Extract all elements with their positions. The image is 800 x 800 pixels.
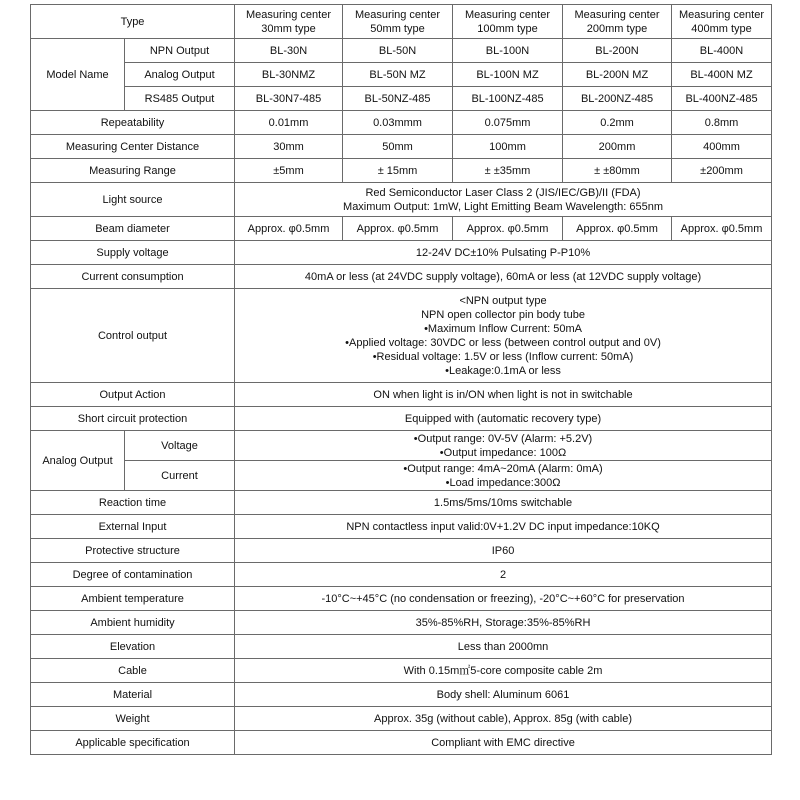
column-header: Measuring center 100mm type [453,5,563,39]
value-cell: 0.2mm [563,111,672,135]
value-cell: ± ±35mm [453,159,563,183]
ambient-humidity-row [31,611,772,635]
row-label: Repeatability [31,111,235,135]
row-label: Measuring Range [31,159,235,183]
row-label: Supply voltage [31,241,235,265]
value-cell: -10°C~+45°C (no condensation or freezing), -20°C~+60°C for preservation [235,587,772,611]
weight-row [31,707,772,731]
value-cell: 50mm [343,135,453,159]
type-label: Type [31,5,235,39]
value-cell: Approx. φ0.5mm [235,217,343,241]
model-row-npn [31,39,772,63]
row-label: Material [31,683,235,707]
column-header: Measuring center 30mm type [235,5,343,39]
model-cell: BL-100NZ-485 [453,87,563,111]
value-cell: ±5mm [235,159,343,183]
row-label: Light source [31,183,235,217]
model-cell: BL-100N MZ [453,63,563,87]
model-cell: BL-30NMZ [235,63,343,87]
row-label: Weight [31,707,235,731]
analog-voltage-row [31,431,772,461]
repeatability-row [31,111,772,135]
analog-sublabel: Voltage [125,431,235,461]
value-cell: 1.5ms/5ms/10ms switchable [235,491,772,515]
control-output-value: <NPN output type NPN open collector pin body tube •Maximum Inflow Current: 50mA •Applied voltage: 30VDC or less (between control output and 0V) •Residual voltage: 1.5V or less (Inflow current: 50mA) •Leakage:0.1mA or less [235,289,772,383]
model-cell: BL-200N [563,39,672,63]
row-label: Output Action [31,383,235,407]
row-label: Short circuit protection [31,407,235,431]
contamination-row [31,563,772,587]
model-cell: BL-50N MZ [343,63,453,87]
value-cell: Approx. φ0.5mm [343,217,453,241]
value-cell: Approx. φ0.5mm [453,217,563,241]
value-cell: 0.03mmm [343,111,453,135]
row-label: Ambient temperature [31,587,235,611]
ambient-temperature-row [31,587,772,611]
value-cell: 2 [235,563,772,587]
light-source-row [31,183,772,217]
row-label: Beam diameter [31,217,235,241]
column-header: Measuring center 400mm type [672,5,772,39]
analog-current-value: •Output range: 4mA~20mA (Alarm: 0mA) •Load impedance:300Ω [235,461,772,491]
model-name-label: Model Name [31,39,125,111]
model-cell: BL-50N [343,39,453,63]
value-cell: ± ±80mm [563,159,672,183]
value-cell: Compliant with EMC directive [235,731,772,755]
model-cell: BL-400NZ-485 [672,87,772,111]
beam-diameter-row [31,217,772,241]
row-label: Cable [31,659,235,683]
row-label: Degree of contamination [31,563,235,587]
column-header: Measuring center 200mm type [563,5,672,39]
model-cell: BL-400N [672,39,772,63]
model-cell: BL-200NZ-485 [563,87,672,111]
model-sublabel: Analog Output [125,63,235,87]
row-label: Protective structure [31,539,235,563]
value-cell: 0.8mm [672,111,772,135]
row-label: Ambient humidity [31,611,235,635]
header-row [31,5,772,39]
cable-row [31,659,772,683]
material-row [31,683,772,707]
output-action-row [31,383,772,407]
row-label: Elevation [31,635,235,659]
model-row-analog [31,63,772,87]
light-source-value: Red Semiconductor Laser Class 2 (JIS/IEC/GB)/II (FDA) Maximum Output: 1mW, Light Emitting Beam Wavelength: 655nm [235,183,772,217]
value-cell: Less than 2000mn [235,635,772,659]
model-cell: BL-400N MZ [672,63,772,87]
row-label: Measuring Center Distance [31,135,235,159]
analog-current-row [31,461,772,491]
model-sublabel: RS485 Output [125,87,235,111]
model-row-rs485 [31,87,772,111]
value-cell: ± 15mm [343,159,453,183]
analog-voltage-value: •Output range: 0V-5V (Alarm: +5.2V) •Output impedance: 100Ω [235,431,772,461]
control-output-row [31,289,772,383]
value-cell: Approx. φ0.5mm [672,217,772,241]
model-cell: BL-30N7-485 [235,87,343,111]
value-cell: With 0.15m㎡5-core composite cable 2m [235,659,772,683]
center-distance-row [31,135,772,159]
measuring-range-row [31,159,772,183]
value-cell: ON when light is in/ON when light is not in switchable [235,383,772,407]
value-cell: 35%-85%RH, Storage:35%-85%RH [235,611,772,635]
reaction-time-row [31,491,772,515]
model-cell: BL-30N [235,39,343,63]
value-cell: Approx. φ0.5mm [563,217,672,241]
model-cell: BL-50NZ-485 [343,87,453,111]
row-label: Applicable specification [31,731,235,755]
value-cell: 0.01mm [235,111,343,135]
elevation-row [31,635,772,659]
model-cell: BL-200N MZ [563,63,672,87]
model-cell: BL-100N [453,39,563,63]
external-input-row [31,515,772,539]
value-cell: 30mm [235,135,343,159]
value-cell: IP60 [235,539,772,563]
column-header: Measuring center 50mm type [343,5,453,39]
value-cell: 40mA or less (at 24VDC supply voltage), 60mA or less (at 12VDC supply voltage) [235,265,772,289]
current-consumption-row [31,265,772,289]
value-cell: NPN contactless input valid:0V+1.2V DC input impedance:10KQ [235,515,772,539]
analog-output-label: Analog Output [31,431,125,491]
applicable-spec-row [31,731,772,755]
analog-sublabel: Current [125,461,235,491]
row-label: Reaction time [31,491,235,515]
value-cell: 0.075mm [453,111,563,135]
value-cell: 400mm [672,135,772,159]
value-cell: Equipped with (automatic recovery type) [235,407,772,431]
value-cell: Body shell: Aluminum 6061 [235,683,772,707]
value-cell: 200mm [563,135,672,159]
protective-structure-row [31,539,772,563]
value-cell: Approx. 35g (without cable), Approx. 85g (with cable) [235,707,772,731]
value-cell: 100mm [453,135,563,159]
row-label: Current consumption [31,265,235,289]
value-cell: 12-24V DC±10% Pulsating P-P10% [235,241,772,265]
row-label: External Input [31,515,235,539]
short-circuit-row [31,407,772,431]
spec-table [30,4,772,755]
model-sublabel: NPN Output [125,39,235,63]
value-cell: ±200mm [672,159,772,183]
row-label: Control output [31,289,235,383]
supply-voltage-row [31,241,772,265]
